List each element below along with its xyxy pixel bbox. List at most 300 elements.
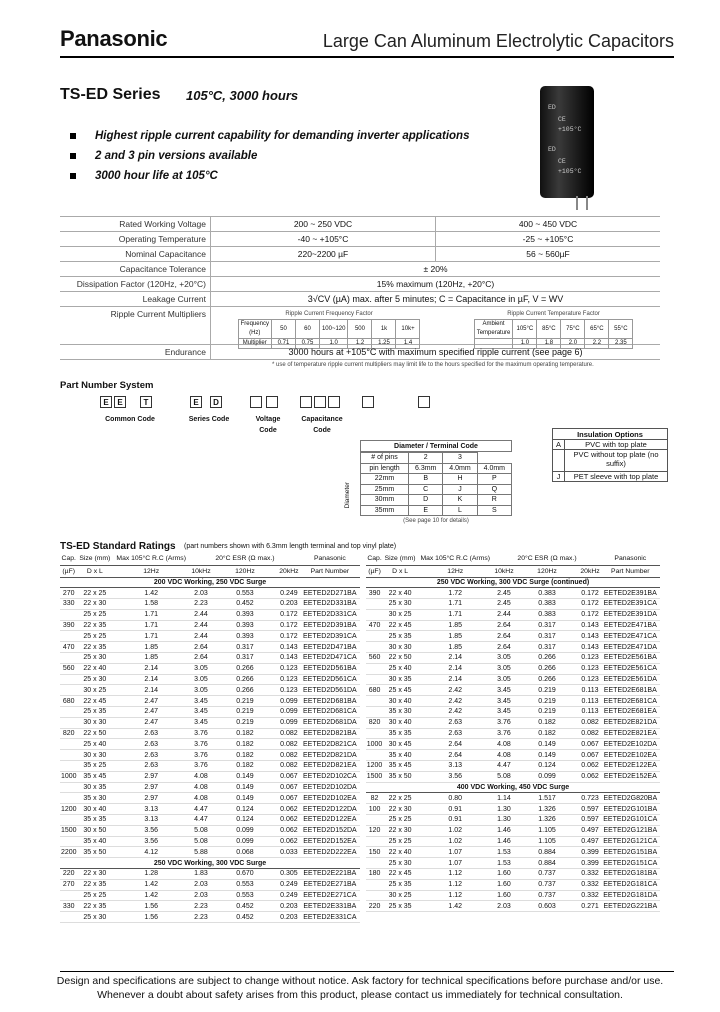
ratings-title: TS-ED Standard Ratings: [60, 541, 176, 552]
ratings-head-cell: 120Hz: [515, 565, 580, 577]
table-cell: 0.497: [581, 827, 599, 835]
table-cell: [60, 782, 77, 793]
table-cell: 0.067: [581, 740, 599, 748]
table-cell: EETED2D222EA: [300, 847, 360, 858]
table-cell: 25 x 25: [383, 836, 417, 847]
table-cell: 1500: [366, 773, 383, 781]
table-cell: 2.03: [190, 879, 212, 890]
table-cell: 560: [366, 653, 383, 664]
table-cell: 2.63: [112, 739, 190, 750]
ratings-group-label: 400 VDC Working, 450 VDC Surge: [366, 782, 660, 793]
table-cell: [60, 609, 77, 620]
mini-cell: 50: [271, 320, 295, 339]
table-cell: 470: [366, 620, 383, 631]
spec-row: Endurance 3000 hours at +105°C with maximum specified ripple current (see page 6): [60, 345, 660, 360]
bullet-icon: [70, 133, 76, 139]
table-cell: 0.113: [579, 696, 600, 707]
table-cell: 25 x 35: [383, 901, 417, 912]
table-cell: 0.219: [212, 717, 278, 728]
table-row: [366, 825, 660, 836]
table-row: [60, 620, 360, 631]
ratings-head-cell: 20°C ESR (Ω max.): [515, 553, 580, 565]
table-cell: 0.172: [278, 609, 300, 620]
mini-cell: 1.8: [537, 339, 561, 349]
mini-cell: 2.0: [561, 339, 585, 349]
can-label: ED: [548, 104, 556, 111]
table-cell: 0.182: [212, 761, 278, 772]
table-row: [366, 804, 660, 815]
table-cell: EETED2E471BA: [601, 620, 660, 631]
footer-line: Design and specifications are subject to change without notice. Ask factory for technical specifications before purchase and/or use.: [56, 975, 664, 987]
spec-row: Rated Working Voltage 200 ~ 250 VDC 400 ~ 450 VDC: [60, 217, 660, 232]
feature-item: [70, 126, 500, 146]
table-cell: 4.08: [190, 771, 212, 782]
table-cell: 25 x 35: [77, 707, 112, 718]
table-cell: 30 x 25: [383, 890, 417, 901]
table-cell: [366, 599, 383, 610]
diameter-cell: B: [409, 474, 443, 485]
table-cell: 1.71: [417, 609, 493, 620]
table-cell: 0.332: [581, 892, 599, 899]
table-cell: 0.383: [515, 599, 580, 610]
table-cell: 22 x 50: [77, 728, 112, 739]
table-cell: 2.44: [493, 609, 514, 620]
table-cell: 0.067: [278, 793, 300, 804]
mini-cell: 0.75: [295, 339, 319, 349]
pns-box: [314, 396, 326, 408]
table-cell: 35 x 35: [77, 815, 112, 826]
table-cell: 0.067: [278, 771, 300, 782]
insulation-title: Insulation Options: [552, 428, 668, 440]
diameter-cell: 4.0mm: [443, 463, 477, 474]
ratings-head-cell: Panasonic: [300, 553, 360, 565]
ratings-group-label: 250 VDC Working, 300 VDC Surge (continued): [366, 577, 660, 588]
table-cell: 0.113: [579, 685, 600, 696]
mini-cell: 60: [295, 320, 319, 339]
series-name: TS-ED Series: [60, 86, 161, 103]
table-cell: 22 x 30: [77, 869, 112, 880]
table-cell: EETED2D331CA: [300, 609, 360, 620]
table-cell: 4.08: [190, 793, 212, 804]
table-cell: 0.597: [581, 805, 599, 813]
diameter-cell: 3: [443, 453, 477, 464]
table-cell: 0.067: [278, 782, 300, 793]
table-cell: 0.149: [212, 771, 278, 782]
table-cell: 680: [366, 685, 383, 696]
pns-box-insulation: [418, 396, 430, 408]
table-cell: EETED2E391DA: [601, 609, 660, 620]
table-cell: [60, 793, 77, 804]
table-cell: 0.149: [212, 782, 278, 793]
table-cell: 0.113: [579, 707, 600, 718]
table-cell: 3.45: [493, 707, 514, 718]
table-cell: EETED2D681BA: [300, 696, 360, 707]
table-cell: [366, 750, 383, 761]
table-cell: 2.23: [190, 901, 212, 912]
table-cell: 2.14: [417, 653, 493, 664]
table-cell: 0.099: [515, 771, 580, 782]
ratings-group: [60, 577, 360, 588]
feature-text: 2 and 3 pin versions available: [95, 150, 258, 162]
feature-text: Highest ripple current capability for demanding inverter applications: [95, 130, 470, 142]
table-cell: 1.28: [112, 869, 190, 880]
table-row: [366, 707, 660, 718]
table-cell: 22 x 45: [77, 696, 112, 707]
table-cell: 4.12: [112, 847, 190, 858]
freq-title: Ripple Current Frequency Factor: [285, 311, 373, 317]
series-subtitle: 105°C, 3000 hours: [186, 88, 299, 103]
table-cell: 1.42: [112, 879, 190, 890]
table-cell: EETED2D152EA: [300, 836, 360, 847]
table-cell: 2.45: [493, 599, 514, 610]
ratings-head-cell: 20kHz: [579, 565, 600, 577]
table-cell: 30 x 30: [77, 717, 112, 728]
mini-cell: 1.25: [372, 339, 396, 349]
ratings-head-cell: [190, 553, 212, 565]
mini-cell: 75°C: [561, 320, 585, 339]
table-cell: 35 x 30: [77, 793, 112, 804]
table-cell: 0.124: [515, 761, 580, 772]
table-cell: 0.266: [212, 685, 278, 696]
ratings-head-cell: Panasonic: [601, 553, 660, 565]
pns-label: Capacitance Code: [301, 416, 343, 434]
table-cell: 25 x 35: [383, 879, 417, 890]
table-cell: 390: [60, 620, 77, 631]
table-cell: 0.143: [581, 643, 599, 651]
mini-cell: Multiplier: [238, 339, 271, 349]
table-row: [366, 663, 660, 674]
table-cell: 0.80: [417, 793, 493, 804]
table-cell: 1.60: [493, 879, 514, 890]
table-cell: 0.737: [515, 879, 580, 890]
table-cell: 0.099: [278, 707, 300, 718]
table-row: [60, 879, 360, 890]
table-cell: [366, 631, 383, 642]
table-cell: [60, 890, 77, 901]
table-cell: 35 x 40: [77, 836, 112, 847]
table-row: [366, 750, 660, 761]
table-cell: 2.63: [417, 717, 493, 728]
table-cell: 270: [60, 588, 77, 599]
table-row: [60, 588, 360, 599]
table-cell: 1.14: [493, 793, 514, 804]
table-cell: 0.062: [278, 815, 300, 826]
table-cell: 25 x 30: [77, 653, 112, 664]
mini-cell: 1.0: [319, 339, 348, 349]
table-cell: 1.85: [112, 653, 190, 664]
mini-cell: 500: [348, 320, 372, 339]
spec-table: [60, 216, 660, 368]
diameter-row: [361, 495, 512, 506]
table-cell: 0.062: [581, 773, 599, 781]
table-cell: EETED2G121BA: [601, 825, 660, 836]
bullet-icon: [70, 153, 76, 159]
table-cell: 25 x 30: [383, 599, 417, 610]
table-cell: 5.08: [190, 825, 212, 836]
table-cell: 0.249: [278, 890, 300, 901]
brand-logo: Panasonic: [60, 26, 168, 51]
table-cell: 0.123: [278, 685, 300, 696]
table-cell: 0.317: [515, 631, 580, 642]
table-cell: [60, 761, 77, 772]
table-cell: [60, 685, 77, 696]
table-cell: 0.062: [278, 825, 300, 836]
table-cell: 3.76: [190, 750, 212, 761]
table-cell: 0.172: [581, 600, 599, 608]
ratings-group-label: 200 VDC Working, 250 VDC Surge: [60, 577, 360, 588]
diameter-cell: E: [409, 505, 443, 516]
table-row: [60, 653, 360, 664]
ratings-group-label: 250 VDC Working, 300 VDC Surge: [60, 858, 360, 869]
table-row: [60, 696, 360, 707]
table-cell: EETED2D122DA: [300, 804, 360, 815]
table-cell: 0.670: [212, 869, 278, 880]
table-cell: 30 x 25: [383, 609, 417, 620]
table-cell: 0.393: [212, 620, 278, 631]
table-cell: 0.271: [581, 902, 599, 910]
table-cell: 0.124: [212, 804, 278, 815]
table-cell: 0.062: [581, 762, 599, 770]
table-cell: [60, 836, 77, 847]
table-cell: 2.64: [417, 739, 493, 750]
table-cell: EETED2D102EA: [300, 793, 360, 804]
table-cell: 30 x 40: [383, 696, 417, 707]
table-row: [60, 793, 360, 804]
table-cell: 0.082: [278, 739, 300, 750]
insulation-row: PVC without top plate (no suffix): [552, 450, 668, 472]
table-row: [366, 761, 660, 772]
table-cell: EETED2G151CA: [601, 858, 660, 869]
table-cell: 2.47: [112, 717, 190, 728]
diameter-cell: 6.3mm: [409, 463, 443, 474]
table-cell: [60, 653, 77, 664]
ratings-head-cell: Max 105°C R.C (Arms): [112, 553, 190, 565]
ratings-head: [60, 565, 360, 577]
table-cell: 1.60: [493, 869, 514, 880]
table-cell: [366, 609, 383, 620]
table-cell: 0.172: [278, 631, 300, 642]
diameter-cell: P: [477, 474, 511, 485]
ratings-head-cell: D x L: [77, 565, 112, 577]
table-cell: 0.099: [212, 836, 278, 847]
mini-cell: 0.71: [271, 339, 295, 349]
table-cell: [366, 890, 383, 901]
ratings-head-cell: 10kHz: [190, 565, 212, 577]
table-cell: 0.266: [212, 674, 278, 685]
table-cell: 0.124: [212, 815, 278, 826]
table-cell: 1200: [60, 805, 77, 813]
table-cell: 35 x 25: [77, 761, 112, 772]
table-cell: EETED2D821DA: [300, 750, 360, 761]
table-cell: 2.47: [112, 696, 190, 707]
diameter-terminal-table: [360, 440, 512, 524]
table-cell: 180: [366, 869, 383, 880]
ratings-head: [366, 565, 660, 577]
table-cell: 3.13: [417, 761, 493, 772]
table-cell: EETED2D102CA: [300, 771, 360, 782]
table-cell: 820: [60, 728, 77, 739]
table-cell: [60, 815, 77, 826]
table-cell: 2.14: [417, 663, 493, 674]
table-row: [60, 912, 360, 923]
table-cell: 0.737: [515, 869, 580, 880]
table-cell: 30 x 30: [77, 750, 112, 761]
table-cell: 3.05: [190, 663, 212, 674]
table-cell: [366, 696, 383, 707]
table-cell: 2.63: [112, 761, 190, 772]
ratings-head-cell: Part Number: [601, 565, 660, 577]
diameter-note: (See page 10 for details): [403, 518, 469, 524]
table-row: [60, 750, 360, 761]
table-row: [60, 847, 360, 858]
table-cell: 1.83: [190, 869, 212, 880]
table-cell: 220: [366, 901, 383, 912]
table-row: [60, 599, 360, 610]
table-cell: EETED2G820BA: [601, 793, 660, 804]
table-cell: 0.099: [278, 696, 300, 707]
table-cell: EETED2E152EA: [601, 771, 660, 782]
spec-note: * use of temperature ripple current multipliers may limit life to the hours specified for the maximum operating temperature.: [272, 362, 594, 368]
table-cell: 1.60: [493, 890, 514, 901]
table-cell: 0.249: [278, 588, 300, 599]
table-cell: [366, 642, 383, 653]
table-row: [366, 739, 660, 750]
table-cell: EETED2D681CA: [300, 707, 360, 718]
table-cell: 3.05: [190, 674, 212, 685]
table-cell: 4.08: [493, 750, 514, 761]
table-cell: 3.05: [493, 653, 514, 664]
table-cell: 22 x 25: [383, 793, 417, 804]
table-cell: 1.12: [417, 890, 493, 901]
table-cell: 2.14: [112, 663, 190, 674]
pns-box: T: [140, 396, 152, 408]
diameter-side-label: Diameter: [344, 482, 351, 509]
spec-row: Dissipation Factor (120Hz, +20°C) 15% maximum (120Hz, +20°C): [60, 277, 660, 292]
diameter-cell: S: [477, 505, 511, 516]
feature-list: [70, 126, 500, 186]
mini-cell: Ambient Temperature: [474, 320, 513, 339]
table-cell: 25 x 40: [77, 739, 112, 750]
diameter-row: [361, 505, 512, 516]
pns-label: Series Code: [188, 416, 230, 423]
pns-box: E: [114, 396, 126, 408]
table-cell: [60, 750, 77, 761]
insulation-options: [552, 428, 668, 482]
table-cell: 0.884: [515, 858, 580, 869]
table-cell: [366, 674, 383, 685]
table-cell: 3.56: [112, 836, 190, 847]
table-cell: 22 x 45: [383, 869, 417, 880]
table-cell: 1.85: [417, 642, 493, 653]
table-cell: 30 x 45: [383, 739, 417, 750]
mini-cell: 85°C: [537, 320, 561, 339]
header-rule: [60, 56, 674, 58]
table-cell: 22 x 40: [383, 847, 417, 858]
ratings-table-left: [60, 553, 360, 923]
can-label: ED: [548, 146, 556, 153]
spec-row: Leakage Current 3√CV (µA) max. after 5 minutes; C = Capacitance in µF, V = WV: [60, 292, 660, 307]
pns-title: Part Number System: [60, 380, 154, 391]
table-cell: 22 x 40: [77, 663, 112, 674]
table-cell: 2.64: [493, 631, 514, 642]
table-cell: EETED2E471CA: [601, 631, 660, 642]
table-cell: EETED2D122EA: [300, 815, 360, 826]
mini-row: [474, 320, 633, 339]
table-cell: 1.30: [493, 815, 514, 826]
table-cell: 0.317: [212, 642, 278, 653]
table-cell: EETED2D102DA: [300, 782, 360, 793]
table-cell: 0.317: [212, 653, 278, 664]
table-cell: 22 x 30: [77, 599, 112, 610]
table-cell: 0.082: [278, 750, 300, 761]
table-cell: EETED2E122EA: [601, 761, 660, 772]
table-row: [366, 696, 660, 707]
table-cell: 330: [60, 599, 77, 610]
ratings-group: [366, 577, 660, 588]
table-cell: 0.91: [417, 804, 493, 815]
table-cell: 2.64: [493, 620, 514, 631]
pns-box: E: [100, 396, 112, 408]
table-cell: 560: [60, 663, 77, 674]
table-cell: 0.182: [212, 728, 278, 739]
table-cell: 0.332: [581, 870, 599, 878]
table-row: [60, 804, 360, 815]
table-cell: [366, 815, 383, 826]
diameter-cell: H: [443, 474, 477, 485]
table-cell: [60, 631, 77, 642]
diameter-cell: Q: [477, 484, 511, 495]
table-cell: 0.399: [581, 859, 599, 867]
table-cell: 0.082: [581, 719, 599, 727]
table-cell: 150: [366, 847, 383, 858]
spec-row: Capacitance Tolerance ± 20%: [60, 262, 660, 277]
table-cell: 1.07: [417, 858, 493, 869]
pns-box: [266, 396, 278, 408]
table-cell: 0.099: [278, 717, 300, 728]
table-cell: 0.143: [278, 642, 300, 653]
insulation-row: A PVC with top plate: [552, 440, 668, 450]
table-cell: 0.266: [515, 674, 580, 685]
table-row: [366, 609, 660, 620]
mini-cell: 65°C: [585, 320, 609, 339]
table-cell: 0.082: [278, 761, 300, 772]
table-cell: 1.30: [493, 804, 514, 815]
pns-box: D: [210, 396, 222, 408]
table-cell: 0.597: [581, 816, 599, 824]
ratings-head: [60, 553, 360, 565]
table-cell: 0.203: [278, 901, 300, 912]
table-cell: EETED2D271BA: [300, 588, 360, 599]
table-cell: 3.76: [190, 761, 212, 772]
table-cell: 1.12: [417, 879, 493, 890]
feature-text: 3000 hour life at 105°C: [95, 170, 218, 182]
table-cell: 1.07: [417, 847, 493, 858]
table-row: [366, 653, 660, 664]
table-cell: 0.383: [515, 609, 580, 620]
table-cell: 22 x 30: [383, 825, 417, 836]
table-cell: 30 x 50: [77, 825, 112, 836]
table-cell: 0.149: [515, 739, 580, 750]
table-cell: 30 x 30: [383, 642, 417, 653]
diameter-cell: K: [443, 495, 477, 506]
pns-label: Common Code: [105, 416, 155, 423]
table-cell: EETED2D821EA: [300, 761, 360, 772]
diameter-cell: 30mm: [361, 495, 409, 506]
table-row: [60, 674, 360, 685]
table-cell: 0.723: [581, 794, 599, 802]
table-cell: 1.02: [417, 825, 493, 836]
ratings-head-cell: (µF): [60, 565, 77, 577]
